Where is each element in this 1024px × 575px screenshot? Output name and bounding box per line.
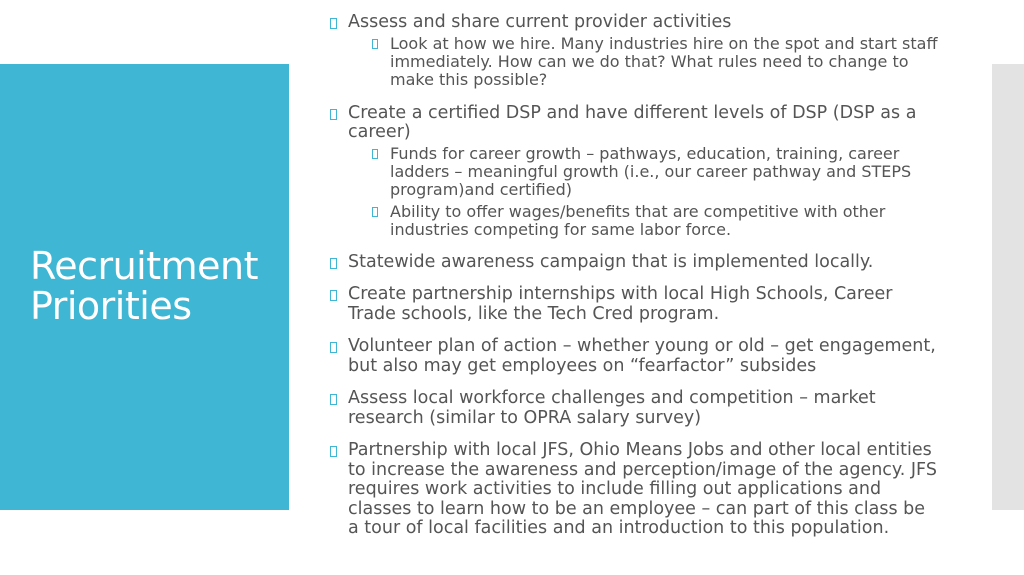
bullet-text: Volunteer plan of action – whether young or old – get engagement, but also may get employees on “fearfactor” subsides	[348, 336, 936, 376]
bullet-item	[330, 13, 940, 33]
bullet-list	[330, 13, 940, 539]
slide-title-line-1: Recruitment	[30, 244, 259, 288]
sub-bullet-item	[372, 203, 940, 239]
sub-bullet-icon	[372, 149, 378, 159]
bullet-text: Create a certified DSP and have different levels of DSP (DSP as a career)	[348, 102, 917, 142]
bullet-text: Assess and share current provider activities	[348, 12, 732, 32]
bullet-icon	[330, 290, 337, 301]
bullet-text: Create partnership internships with local High Schools, Career Trade schools, like the Tech Cred program.	[348, 284, 893, 324]
sub-bullet-text: Funds for career growth – pathways, education, training, career ladders – meaningful growth (i.e., our career pathway and STEPS program)and certified)	[390, 143, 912, 199]
bullet-icon	[330, 109, 337, 120]
bullet-item	[330, 441, 940, 539]
sub-bullet-text: Look at how we hire. Many industries hire on the spot and start staff immediately. How can we do that? What rules need to change to make this possible?	[390, 33, 938, 89]
sub-bullet-item	[372, 35, 940, 89]
bullet-item	[330, 253, 940, 273]
bullet-item	[330, 104, 940, 143]
bullet-icon	[330, 342, 337, 353]
slide-title	[30, 246, 280, 326]
bullet-text: Statewide awareness campaign that is implemented locally.	[348, 251, 874, 272]
right-side-bar	[992, 64, 1024, 510]
bullet-icon	[330, 258, 337, 269]
sub-bullet-list	[372, 145, 940, 239]
bullet-icon	[330, 18, 337, 29]
bullet-text: Assess local workforce challenges and competition – market research (similar to OPRA salary survey)	[348, 388, 876, 428]
slide-title-line-2: Priorities	[30, 284, 192, 328]
bullet-icon	[330, 394, 337, 405]
sub-bullet-icon	[372, 39, 378, 49]
bullet-icon	[330, 446, 337, 457]
bullet-item	[330, 285, 940, 324]
sub-bullet-item	[372, 145, 940, 199]
bullet-item	[330, 337, 940, 376]
bullet-text: Partnership with local JFS, Ohio Means Jobs and other local entities to increase the awareness and perception/image of the agency. JFS requires work activities to include filling out applications and classes to learn how to be an employee – can part of this class be a tour of local facilities and an introduction to this population.	[348, 440, 937, 538]
sub-bullet-icon	[372, 207, 378, 217]
sub-bullet-list	[372, 35, 940, 89]
bullet-item	[330, 389, 940, 428]
sub-bullet-text: Ability to offer wages/benefits that are competitive with other industries competing for same labor force.	[390, 201, 886, 239]
